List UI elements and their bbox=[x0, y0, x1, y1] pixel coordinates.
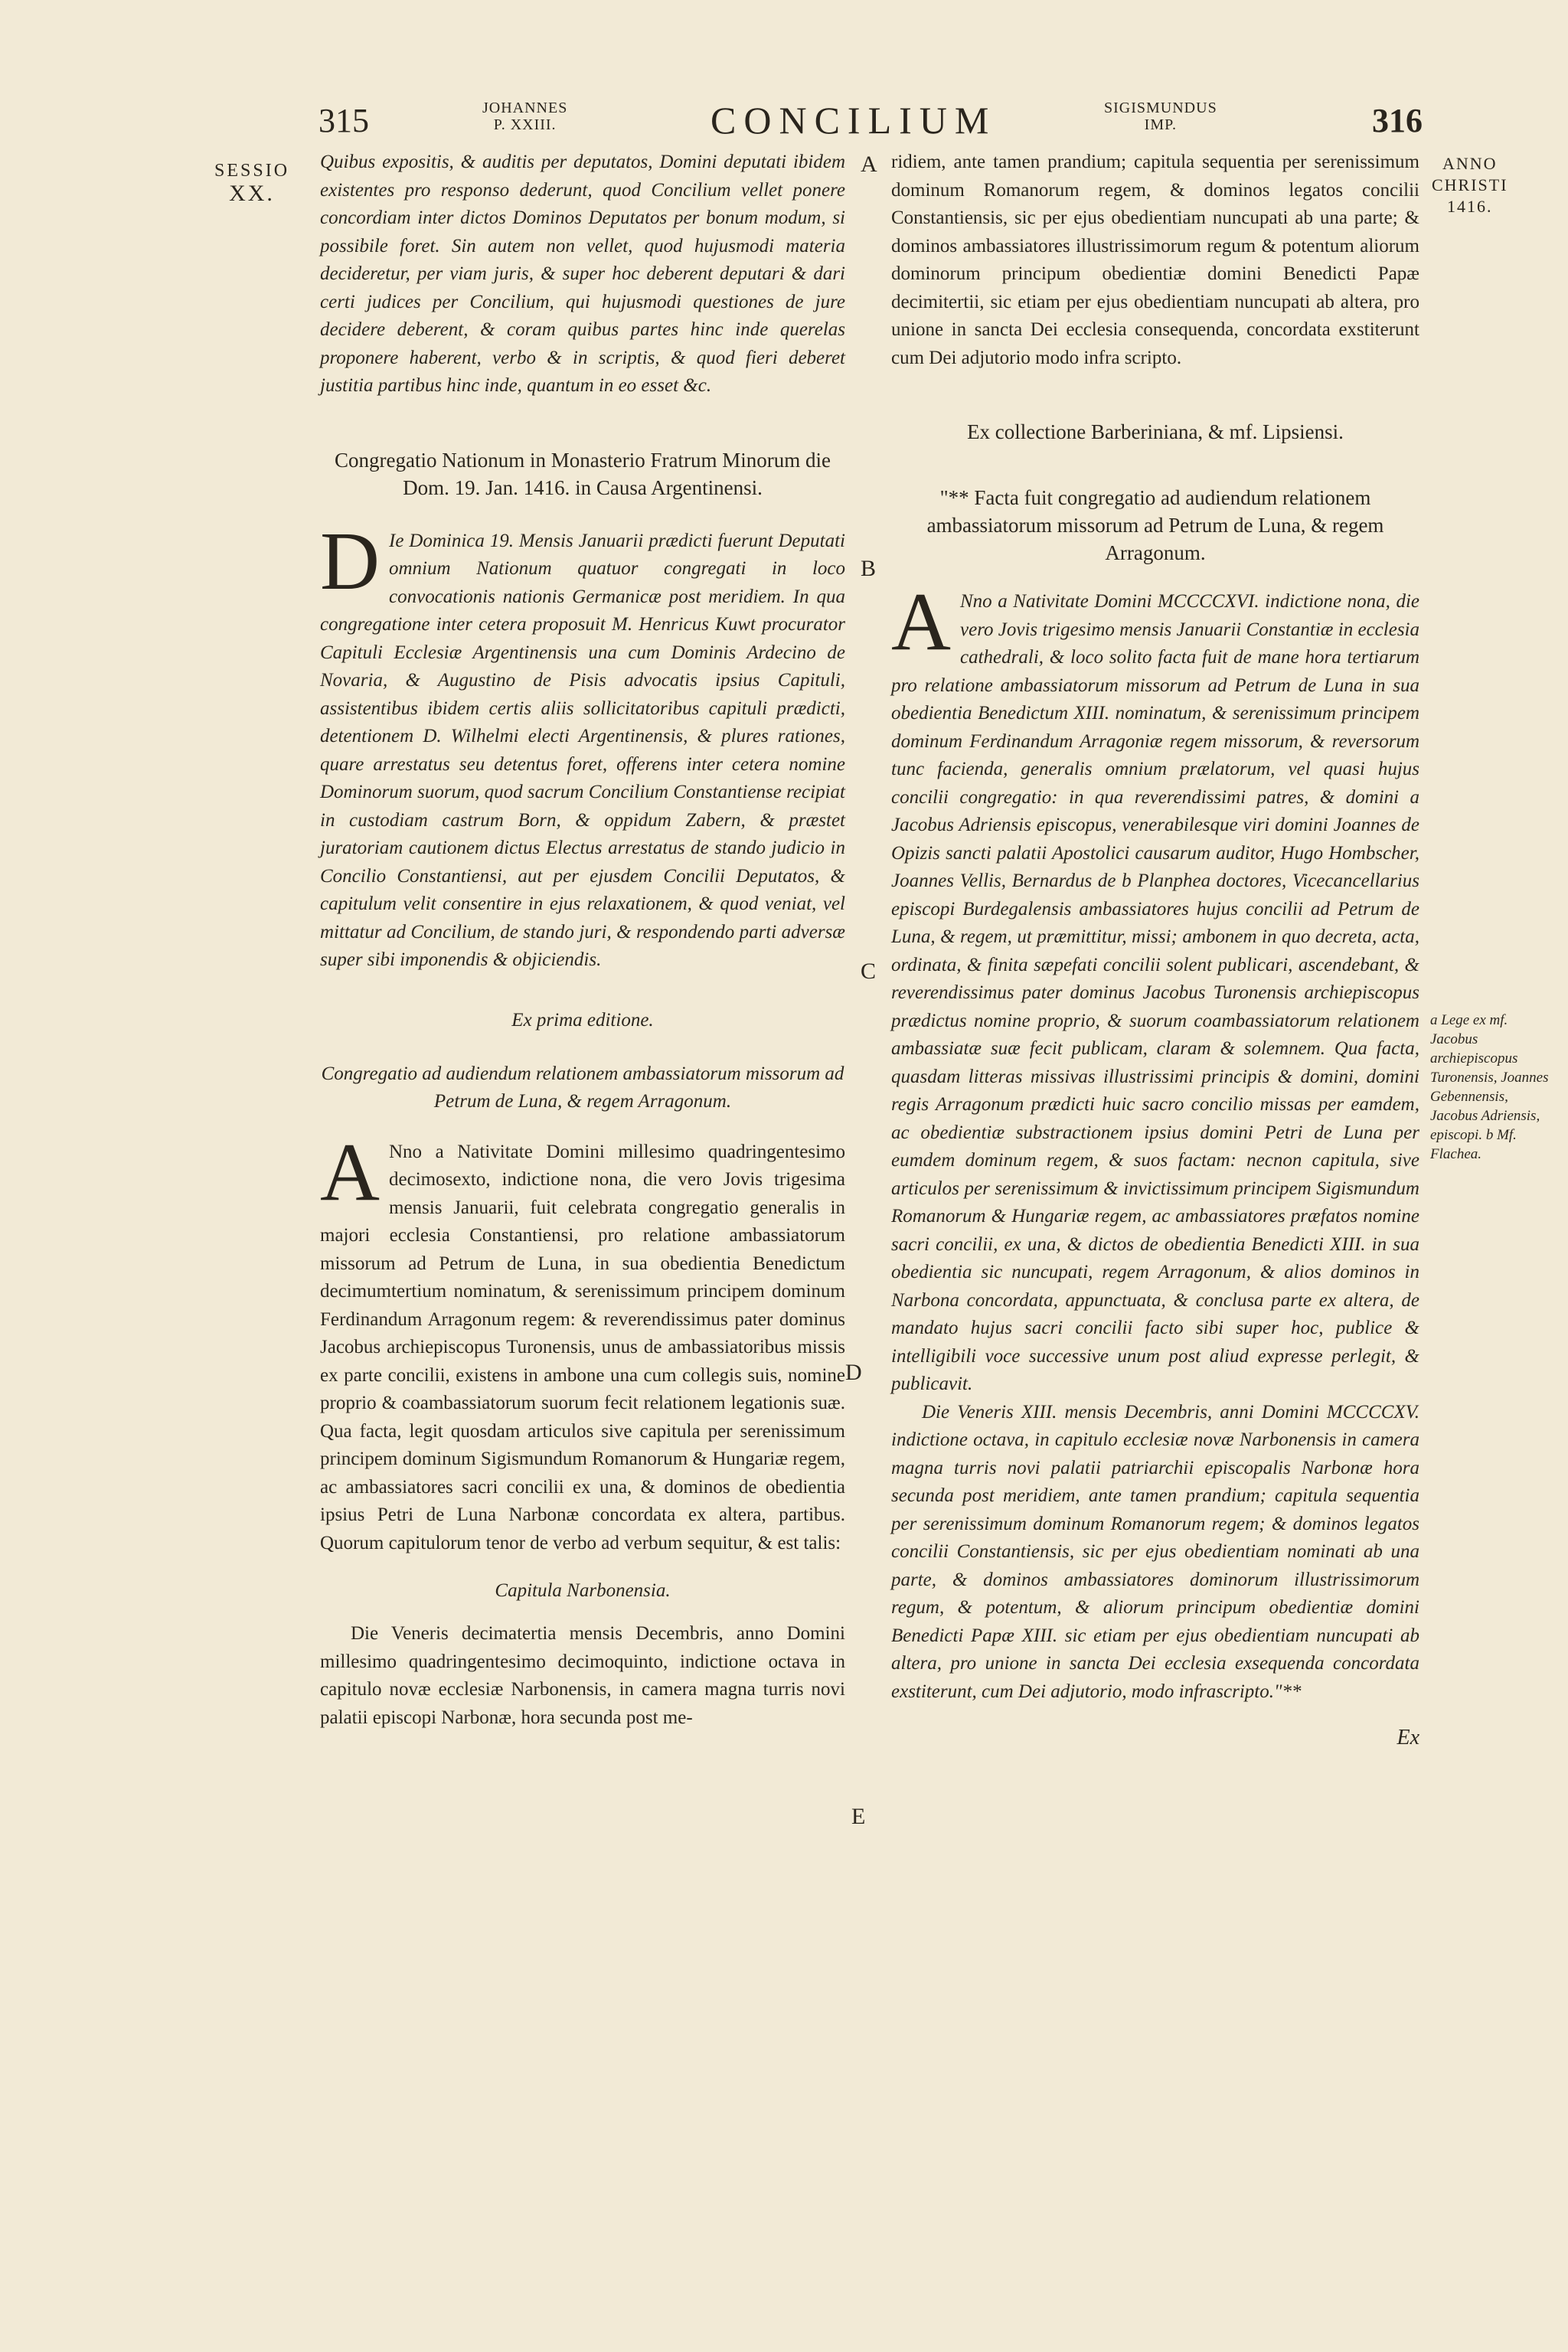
left-heading-congregatio-ambassiatorum: Congregatio ad audiendum relationem ambassiatorum missorum ad Petrum de Luna, & regem Arragonum. bbox=[321, 1063, 844, 1112]
running-head-right-line2: IMP. bbox=[1144, 116, 1178, 133]
year-marker bbox=[1432, 153, 1508, 217]
right-heading-facta-fuit: "** Facta fuit congregatio ad audiendum relationem ambassiatorum missorum ad Petrum de Luna, & regem Arragonum. bbox=[926, 486, 1384, 564]
page-number-left: 315 bbox=[318, 102, 369, 139]
left-heading-congregatio-nationum: Congregatio Nationum in Monasterio Fratrum Minorum die Dom. 19. Jan. 1416. in Causa Argentinensi. bbox=[335, 448, 831, 499]
section-letter-c: C bbox=[861, 959, 877, 984]
session-marker bbox=[214, 159, 289, 205]
left-paragraph-die-veneris: Die Veneris decimatertia mensis Decembris, anno Domini millesimo quadringentesimo decimoquinto, indictione octava in capitulo novæ ecclesiæ Narbonensis, in camera magna turris novi palatii episcopi Narbonæ, hora secunda post me- bbox=[320, 1623, 845, 1728]
section-letter-e: E bbox=[851, 1804, 866, 1829]
session-label: SESSIO bbox=[214, 161, 290, 181]
catchword: Ex bbox=[1396, 1726, 1419, 1749]
right-column bbox=[891, 149, 1419, 1753]
left-paragraph-anno bbox=[320, 1126, 845, 1558]
running-head-left-line1: JOHANNES bbox=[482, 100, 568, 116]
left-heading-capitula-narbonensia: Capitula Narbonensia. bbox=[495, 1580, 671, 1601]
dropcap-a-right: A bbox=[891, 577, 951, 668]
right-intro-paragraph: ridiem, ante tamen prandium; capitula sequentia per serenissimum dominum Romanorum regem, & dominos legatos concilii Constantiensis, sic per ejus obedientiam nuncupati ab una parte; & dominos ambassiatores illustrissimorum regum & potentum aliorum dominorum principum obedientiæ domini Benedicti Papæ decimitertii, sic etiam per ejus obedientiam nuncupati ab altera, pro unione in sancta Dei ecclesia consequenda, concordata exstiterunt cum Dei adjutorio modo infra scripto. bbox=[891, 152, 1419, 368]
left-paragraph-anno-text: Nno a Nativitate Domini millesimo quadringentesimo decimosexto, indictione nona, die vero Jovis trigesima mensis Januarii, fuit celebrata congregatio generalis in majori ecclesia Constantiensi, pro relatione ambassiatorum missorum ad Petrum de Luna, in sua obedientia Benedictum decimumtertium nominatum, & serenissimum principem dominum Ferdinandum Arragonum regem: & reverendissimus pater dominus Jacobus archiepiscopus Turonensis, unus de ambassiatoribus missis ex parte concilii, existens in ambone una cum collegis suis, nomine proprio & coambassiatorum suorum fecit relationem legationis suæ. Qua facta, legit quosdam articulos sive capitula per serenissimum principem dominum Sigismundum Romanorum & Hungariæ regem, ac ambassiatores sacri concilii ex una, & dominos de obedientia ipsius Petri de Luna Narbonæ concordata ex altera, partibus. Quorum capitulorum tenor de verbo ad verbum sequitur, & est talis: bbox=[320, 1141, 845, 1553]
running-title: CONCILIUM bbox=[710, 99, 997, 142]
left-heading-prima-editione: Ex prima editione. bbox=[511, 1009, 654, 1031]
year-christi: CHRISTI bbox=[1432, 175, 1508, 194]
year-value: 1416. bbox=[1447, 197, 1493, 216]
right-heading-barberiniana: Ex collectione Barberiniana, & mf. Lipsiensi. bbox=[967, 420, 1344, 443]
section-letter-b: B bbox=[861, 556, 877, 581]
right-paragraph-anno-text: Nno a Nativitate Domini MCCCCXVI. indictione nona, die vero Jovis trigesimo mensis Januarii Constantiæ in ecclesia cathedrali, & loco solito facta fuit de mane hora tertiarum pro relatione ambassiatorum missorum ad Petrum de Luna in sua obedientia Benedictum XIII. nominatum, & serenissimum principem dominum Ferdinandum Arragoniæ regem missorum, & reversorum tunc facienda, generalis omnium prælatorum, vel quasi hujus concilii congregatio: in qua reverendissimi patres, & domini a Jacobus Adriensis episcopus, venerabilesque viri domini Joannes de Opizis sancti palatii Apostolici causarum auditor, Hugo Hombscher, Joannes Vellis, Bernardus de b Planphea doctores, Vicecancellarius episcopi Burdegalensis ambassiatores hujus concilii ad Petrum de Luna, & regem, ut præmittitur, missi; ambonem in quo decreta, acta, ordinata, & finita sæpefati concilii solent publicari, ascendebant, & reverendissimus pater dominus Jacobus Turonensis archiepiscopus prædictus nomine proprio, & suorum coambassiatorum relationem ambassiatæ suæ fecit publicam, claram & solemnem. Qua facta, quasdam litteras missivas illustrissimi principis & domini, domini regis Arragonum prædicti huic sacro concilio missas per eamdem, ac obedientiæ substractionem ipsius domini Petri de Luna per eumdem dominum regem, & suos factam: necnon capitula, sive articulos per serenissimum & invictissimum principem Sigismundum Romanorum & Hungariæ regem, ac ambassiatores præfatos nomine sacri concilii, ex una, & dictos de obedientia Benedicti XIII. in sua obedientia sic nuncupati, regem Arragonum, & alios dominos in Narbona concordata, appunctuata, & conclusa parte ex altera, de mandato hujus sacri concilii facto sibi super hoc, publice & intelligibili voce successive unum post aliud expresse perlegit, & publicavit. bbox=[891, 591, 1419, 1394]
left-paragraph-dominica bbox=[320, 515, 845, 975]
section-letter-d: D bbox=[845, 1360, 862, 1385]
running-head-left-line2: P. XXIII. bbox=[493, 116, 557, 133]
session-number: XX. bbox=[229, 181, 275, 206]
running-head-right-line1: SIGISMUNDUS bbox=[1104, 100, 1217, 116]
right-paragraph-die-veneris: Die Veneris XIII. mensis Decembris, anni Domini MCCCCXV. indictione octava, in capitulo ecclesiæ novæ Narbonensis in camera magna turris novi palatii patriarchii episcopalis Narbonæ hora secunda post meridiem, ante tamen prandium; capitula sequentia per serenissimum dominum Romanorum regem; & dominos legatos concilii Constantiensis, sic per ejus obedientiam nominati ab una parte, & dominos ambassiatores dominorum illustrissimorum regum, & potentum, & aliorum principum obedientiæ domini Benedicti Papæ XIII. sic etiam per ejus obedientiam nuncupati ab altera, pro unione in sancta Dei ecclesia exsequenda concordata exstiterunt, cum Dei adjutorio, modo infrascripto."** bbox=[891, 1401, 1419, 1702]
year-label: ANNO bbox=[1442, 154, 1498, 173]
section-letter-a: A bbox=[861, 152, 877, 177]
running-head-right bbox=[1104, 100, 1217, 133]
right-paragraph-anno bbox=[891, 577, 1419, 1399]
dropcap-d: D bbox=[320, 515, 380, 607]
footnote-right-margin: a Lege ex mf. Jacobus archiepiscopus Turonensis, Joannes Gebennensis, Jacobus Adriensis, episcopi. b Mf. Flachea. bbox=[1430, 1012, 1549, 1162]
page-number-right: 316 bbox=[1372, 102, 1423, 139]
left-column bbox=[320, 149, 845, 1732]
running-head-left bbox=[482, 100, 567, 133]
dropcap-a-left: A bbox=[320, 1126, 380, 1218]
left-intro-paragraph: Quibus expositis, & auditis per deputatos, Domini deputati ibidem existentes pro responso dederunt, quod Concilium vellet ponere concordiam inter dictos Dominos Deputatos per bonum modum, si possibile foret. Sin autem non vellet, quod hujusmodi materia decideretur, per viam juris, & super hoc deberent deputari & dari certi judices per Concilium, qui hujusmodi questiones de jure decidere deberent, & coram quibus partes hinc inde querelas proponere haberent, verbo & in scriptis, & quod fieri deberet justitia partibus hinc inde, quantum in eo esset &c. bbox=[320, 152, 845, 396]
page-header bbox=[0, 90, 1568, 152]
left-paragraph-dominica-text: Ie Dominica 19. Mensis Januarii prædicti fuerunt Deputati omnium Nationum quatuor congregati in loco convocationis nationis Germanicæ post meridiem. In qua congregatione inter cetera proposuit M. Henricus Kuwt procurator Capituli Ecclesiæ Argentinensis una cum Dominis Ardecino de Novaria, & Augustino de Pisis advocatis ipsius Capituli, assistentibus ibidem certis aliis sollicitatoribus capituli prædicti, detentionem D. Wilhelmi electi Argentinensis, & plures rationes, quare arrestatus seu detentus foret, offerens inter cetera nomine Dominorum suorum, quod sacrum Concilium Constantiense recipiat in custodiam castrum Born, & oppidum Zabern, & præstet juratoriam cautionem dictus Electus arrestatus de stando judicio in Concilio Constantiensi, aut per ejusdem Concilii Deputatos, & capitulum velit consentire in ejus relaxationem, & quod veniat, vel mittatur ad Concilium, de stando juri, & respondendo parti adversæ super sibi imponendis & objiciendis. bbox=[320, 530, 845, 970]
